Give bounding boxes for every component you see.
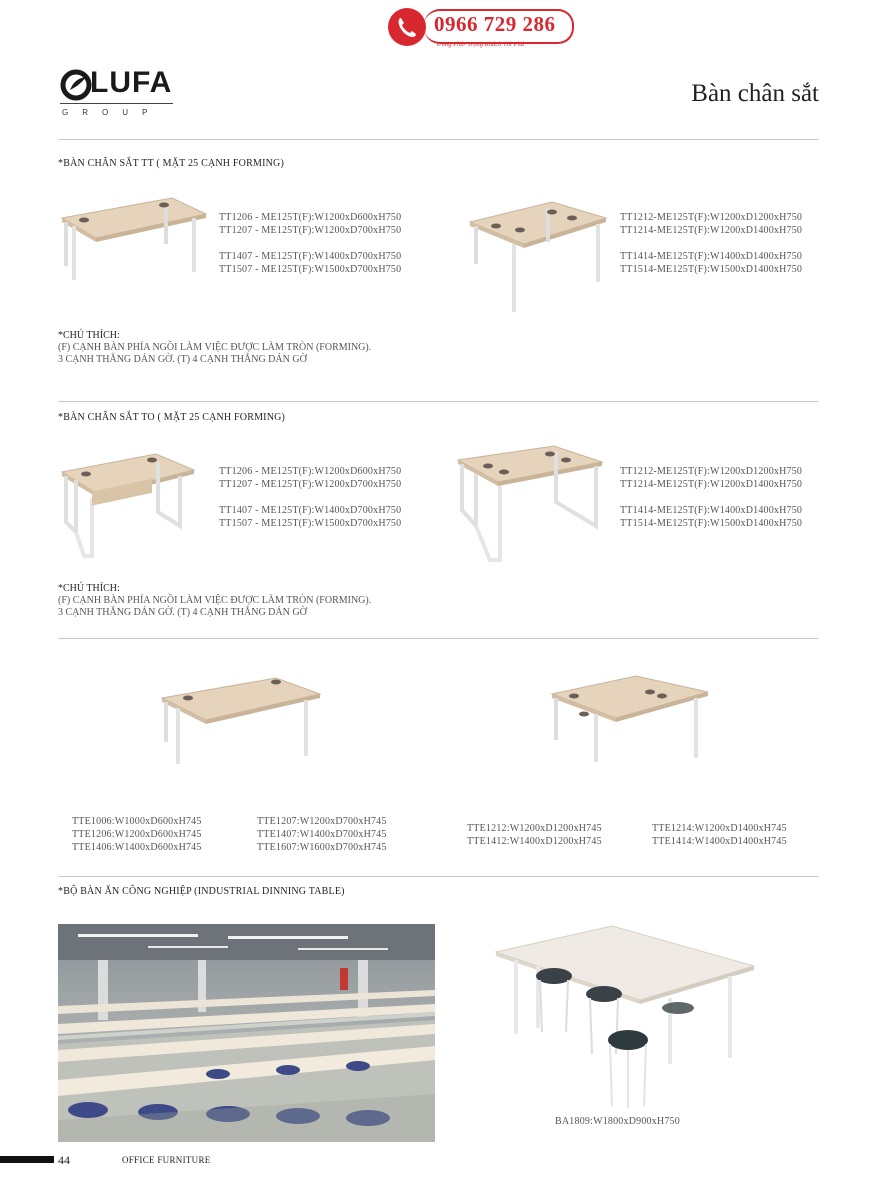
note-block-to (58, 583, 371, 619)
note-heading: *CHÚ THÍCH: (58, 330, 120, 341)
divider (58, 401, 818, 402)
hotline-number[interactable]: 0966 729 286 (434, 12, 556, 36)
spec-line: TT1214-ME125T(F):W1200xD1400xH750 (620, 225, 803, 236)
logo-group-text: GROUP (62, 108, 162, 117)
spec-list-tt-right (620, 211, 802, 276)
section-title-tt: *BÀN CHÂN SẮT TT ( MẶT 25 CẠNH FORMING) (58, 158, 284, 169)
spec-line: TT1212-ME125T(F):W1200xD1200xH750 (620, 466, 803, 477)
spec-line: TT1414-ME125T(F):W1400xD1400xH750 (620, 505, 803, 516)
spec-line: TT1207 - ME125T(F):W1200xD700xH750 (219, 225, 402, 236)
spec-line (620, 237, 802, 250)
note-heading: *CHÚ THÍCH: (58, 583, 120, 594)
spec-line: TTE1006:W1000xD600xH745 (72, 816, 202, 827)
spec-line: TT1507 - ME125T(F):W1500xD700xH750 (219, 264, 402, 275)
page-title: Bàn chân sắt (691, 80, 819, 107)
footer-bar (0, 1156, 54, 1163)
spec-line: TTE1412:W1400xD1200xH745 (467, 836, 602, 847)
spec-line: TT1206 - ME125T(F):W1200xD600xH750 (219, 212, 402, 223)
divider (58, 139, 818, 140)
page-number: 44 (58, 1153, 70, 1167)
spec-line: TT1212-ME125T(F):W1200xD1200xH750 (620, 212, 803, 223)
note-line: (F) CẠNH BÀN PHÍA NGỒI LÀM VIỆC ĐƯỢC LÀM TRÒN (FORMING). (58, 595, 372, 606)
spec-line: TT1206 - ME125T(F):W1200xD600xH750 (219, 466, 402, 477)
logo-wordmark: LUFA (90, 66, 173, 99)
spec-list-tte-col1 (72, 815, 202, 854)
divider (58, 638, 818, 639)
spec-line: TT1207 - ME125T(F):W1200xD700xH750 (219, 479, 402, 490)
spec-line (620, 491, 802, 504)
logo-divider (60, 103, 173, 104)
spec-line: TT1414-ME125T(F):W1400xD1400xH750 (620, 251, 803, 262)
dining-table-caption: BA1809:W1800xD900xH750 (555, 1116, 680, 1127)
spec-line: TT1407 - ME125T(F):W1400xD700xH750 (219, 505, 402, 516)
spec-list-tt-left (219, 211, 401, 276)
hotline-slogan: Trọng Phú- Trọng Khách Thì Phú (436, 41, 524, 48)
section-title-dining: *BỘ BÀN ĂN CÔNG NGHIỆP (INDUSTRIAL DINNING TABLE) (58, 886, 345, 897)
desk-image-to-double (458, 446, 608, 566)
spec-list-to-left (219, 465, 401, 530)
spec-line: TTE1212:W1200xD1200xH745 (467, 823, 602, 834)
section-title-to: *BÀN CHÂN SẮT TO ( MẶT 25 CẠNH FORMING) (58, 412, 286, 423)
note-block-tt (58, 330, 371, 366)
desk-image-tte-single (160, 676, 325, 771)
spec-line: TTE1406:W1400xD600xH745 (72, 842, 202, 853)
spec-list-tte-col2 (257, 815, 387, 854)
desk-image-tt-double (470, 200, 610, 315)
spec-line: TTE1407:W1400xD700xH745 (257, 829, 387, 840)
spec-list-to-right (620, 465, 802, 530)
spec-line: TTE1206:W1200xD600xH745 (72, 829, 202, 840)
spec-list-tte-col3 (467, 822, 602, 848)
spec-line: TT1514-ME125T(F):W1500xD1400xH750 (620, 518, 803, 529)
desk-image-tt-single (60, 196, 210, 286)
spec-line (219, 237, 401, 250)
spec-line: TTE1414:W1400xD1400xH745 (652, 836, 787, 847)
phone-icon (388, 8, 426, 46)
logo-mark-icon (60, 68, 94, 102)
spec-line: TT1407 - ME125T(F):W1400xD700xH750 (219, 251, 402, 262)
spec-line: TTE1607:W1600xD700xH745 (257, 842, 387, 853)
desk-image-to-single (62, 452, 202, 562)
divider (58, 876, 818, 877)
spec-line: TTE1207:W1200xD700xH745 (257, 816, 387, 827)
spec-line: TT1507 - ME125T(F):W1500xD700xH750 (219, 518, 402, 529)
footer-label: OFFICE FURNITURE (122, 1155, 211, 1165)
canteen-photo (58, 924, 435, 1142)
desk-image-tte-double (550, 676, 715, 771)
spec-line: TT1514-ME125T(F):W1500xD1400xH750 (620, 264, 803, 275)
spec-line: TTE1214:W1200xD1400xH745 (652, 823, 787, 834)
dining-table-product-image (494, 924, 756, 1110)
spec-line: TT1214-ME125T(F):W1200xD1400xH750 (620, 479, 803, 490)
spec-line (219, 491, 401, 504)
note-line: (F) CẠNH BÀN PHÍA NGỒI LÀM VIỆC ĐƯỢC LÀM TRÒN (FORMING). (58, 342, 372, 353)
note-line: 3 CẠNH THẲNG DÁN GỜ. (T) 4 CẠNH THẲNG DÁN GỜ (58, 354, 307, 365)
note-line: 3 CẠNH THẲNG DÁN GỜ. (T) 4 CẠNH THẲNG DÁN GỜ (58, 607, 307, 618)
spec-list-tte-col4 (652, 822, 787, 848)
